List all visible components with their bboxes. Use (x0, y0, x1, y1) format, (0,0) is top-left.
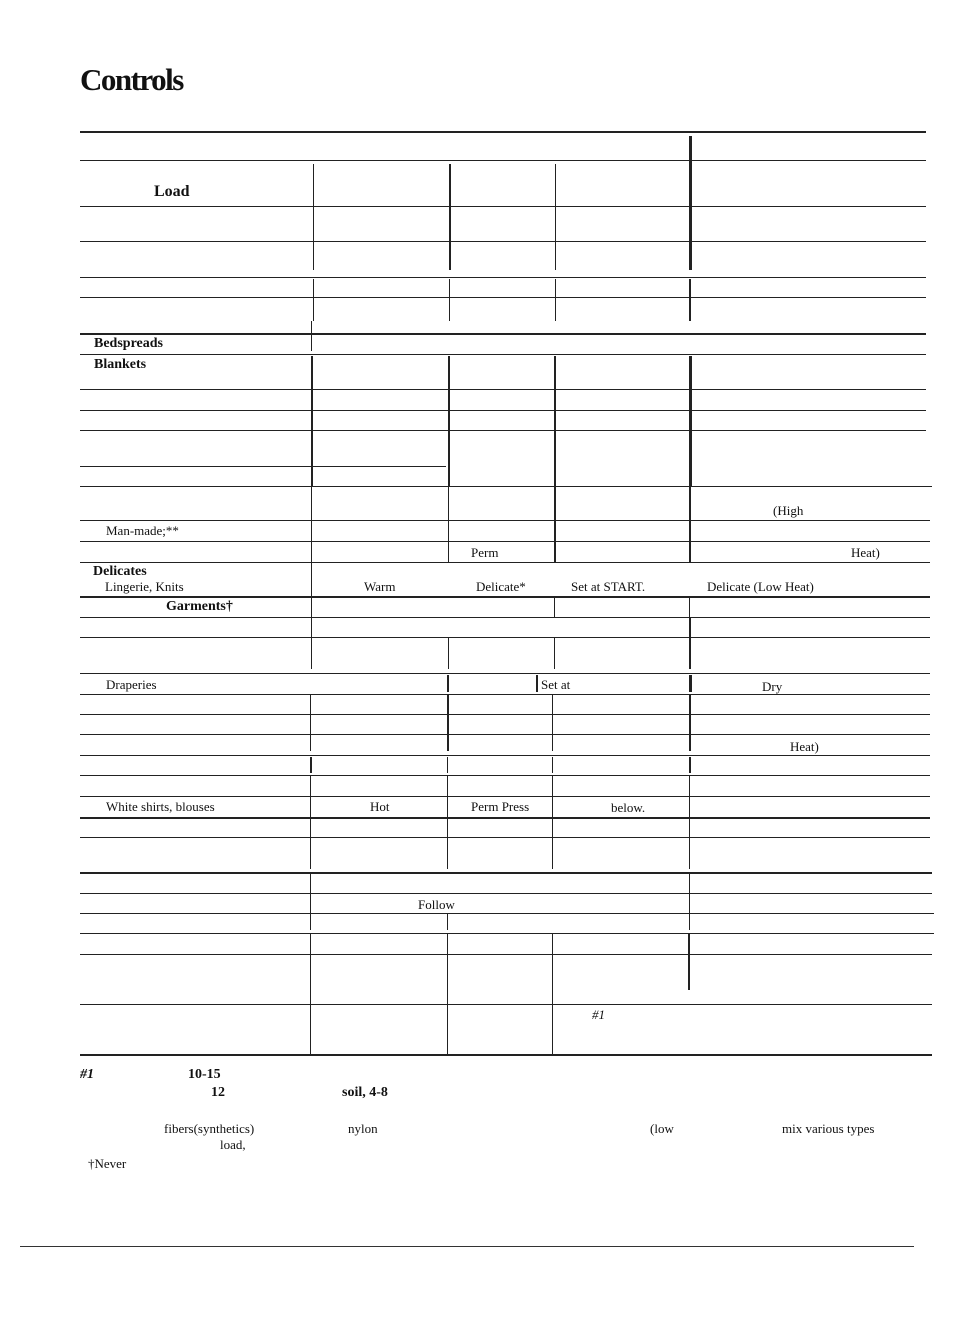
column-divider (447, 694, 449, 751)
table-row-rule (80, 714, 930, 715)
table-row-rule (80, 734, 930, 735)
cell-set-at-start: Set at START. (571, 579, 646, 594)
cell-warm: Warm (364, 579, 396, 594)
cell-below: below. (611, 800, 646, 815)
row-label-blankets: Blankets (94, 357, 147, 372)
note-2-load: load, (220, 1137, 246, 1152)
column-divider (311, 596, 312, 617)
column-divider (449, 279, 450, 321)
table-row-rule (80, 333, 926, 335)
cell-follow: Follow (418, 897, 455, 912)
column-divider (447, 933, 448, 1054)
table-row-rule (80, 673, 930, 674)
table-row-rule (80, 837, 930, 838)
column-divider (310, 694, 311, 751)
row-label-draperies: Draperies (106, 677, 157, 692)
column-divider (554, 356, 556, 486)
column-divider (554, 486, 556, 562)
cell-perm: Perm (471, 545, 499, 560)
column-divider (447, 775, 448, 869)
table-row-rule (80, 755, 930, 756)
column-divider (449, 164, 451, 270)
column-divider (689, 775, 690, 869)
column-divider (689, 356, 692, 486)
cell-set-at: Set at (541, 677, 571, 692)
table-row-rule (80, 954, 932, 955)
note-2-low: (low (650, 1121, 674, 1136)
column-divider (552, 694, 553, 751)
cell-perm-press: Perm Press (471, 799, 530, 814)
table-row-rule (80, 694, 930, 695)
note-1-a: 10-15 (188, 1067, 221, 1082)
cell-hot: Hot (370, 799, 390, 814)
column-divider (689, 872, 690, 930)
table-row-rule (80, 796, 930, 797)
row-label-bedspreads: Bedspreads (94, 336, 163, 351)
column-divider (688, 933, 690, 990)
note-1-mark: #1 (80, 1067, 94, 1082)
table-row-rule (80, 893, 932, 894)
column-divider (311, 617, 312, 669)
column-divider (447, 757, 448, 773)
table-row-rule (80, 241, 926, 242)
table-row-rule (80, 541, 930, 542)
column-divider (555, 164, 556, 270)
column-divider (689, 279, 691, 321)
page-footer-rule (20, 1246, 914, 1247)
column-divider (313, 164, 314, 270)
cell-note-ref: #1 (592, 1007, 605, 1022)
row-label-delicates: Delicates (93, 564, 147, 579)
table-row-rule (80, 206, 926, 207)
note-2-nylon: nylon (348, 1121, 378, 1136)
table-bottom-rule (80, 1054, 932, 1056)
column-divider (310, 757, 312, 773)
column-divider (689, 694, 691, 751)
column-divider (311, 562, 312, 596)
table-row-rule (80, 486, 932, 487)
table-header-rule (80, 160, 926, 161)
cell-delicate-low-heat: Delicate (Low Heat) (707, 579, 814, 594)
column-divider (311, 486, 312, 562)
table-row-rule (80, 1004, 932, 1005)
table-row-rule (80, 466, 446, 467)
table-row-rule (80, 817, 930, 819)
cell-heat-close-2: Heat) (790, 739, 819, 754)
column-divider (448, 356, 450, 486)
table-row-rule (80, 933, 934, 934)
note-1-c: soil, 4-8 (342, 1085, 388, 1100)
row-label-man-made: Man-made;** (106, 523, 179, 538)
note-2-fibers: fibers(synthetics) (164, 1121, 255, 1136)
page-title: Controls (80, 62, 183, 97)
load-column-heading: Load (154, 183, 190, 200)
column-divider (689, 675, 692, 692)
cell-dry: Dry (762, 679, 783, 694)
column-divider (310, 775, 311, 869)
table-row-rule (80, 617, 930, 618)
table-row-rule (80, 297, 926, 298)
cell-high-heat: (High (773, 503, 804, 518)
column-divider (554, 637, 555, 669)
row-label-garments: Garments† (166, 599, 233, 614)
column-divider (313, 279, 314, 321)
column-divider (311, 356, 313, 486)
column-divider (448, 637, 449, 669)
note-1-b: 12 (211, 1085, 225, 1100)
table-row-rule (80, 562, 930, 563)
column-divider (552, 933, 553, 1054)
table-row-rule (80, 389, 926, 390)
column-divider (689, 596, 690, 617)
row-label-delicates-sub: Lingerie, Knits (105, 579, 184, 594)
table-row-rule (80, 872, 932, 874)
column-divider (689, 486, 691, 562)
table-top-rule (80, 131, 926, 133)
column-divider (536, 675, 538, 692)
table-row-rule (80, 775, 930, 776)
row-label-white-shirts: White shirts, blouses (106, 799, 215, 814)
table-row-rule (80, 520, 930, 521)
column-divider (447, 913, 448, 930)
cell-delicate-cycle: Delicate* (476, 579, 526, 594)
note-2-mix: mix various types (782, 1121, 875, 1136)
column-divider (555, 279, 556, 321)
table-row-rule (80, 637, 930, 638)
table-row-rule (80, 596, 930, 598)
table-row-rule (80, 913, 934, 914)
cell-heat-close: Heat) (851, 545, 880, 560)
column-divider (448, 486, 449, 562)
column-divider (311, 321, 312, 351)
table-row-rule (80, 410, 926, 411)
column-divider (689, 617, 691, 669)
table-row-rule (80, 430, 926, 431)
column-divider (552, 757, 553, 773)
column-divider (447, 675, 449, 692)
column-divider (689, 757, 691, 773)
table-row-rule (80, 354, 926, 355)
column-divider (554, 596, 555, 617)
note-3-never: †Never (88, 1156, 127, 1171)
column-divider (310, 872, 311, 930)
column-divider (689, 136, 692, 270)
column-divider (310, 933, 311, 1054)
table-row-rule (80, 277, 926, 278)
column-divider (552, 775, 553, 869)
